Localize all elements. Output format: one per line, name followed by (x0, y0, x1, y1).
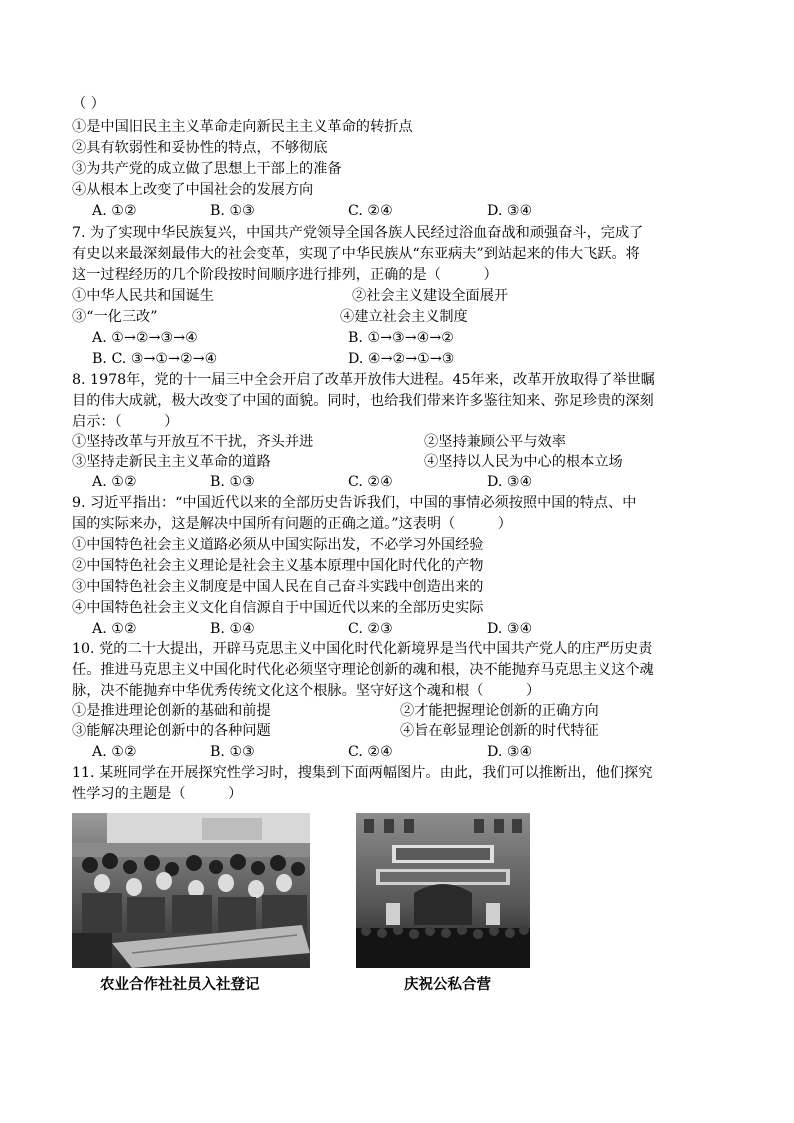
q9-stem-1: 9. 习近平指出：“中国近代以来的全部历史告诉我们，中国的事情必须按照中国的特点、中 (72, 495, 637, 511)
q6-item-1: ①是中国旧民主主义革命走向新民主主义革命的转折点 (72, 119, 413, 135)
q7-item-2: ②社会主义建设全面展开 (352, 288, 509, 304)
q9-option-b[interactable]: B. ①④ (210, 621, 255, 637)
joint-ownership-celebration-photo (356, 813, 530, 968)
q7-option-d[interactable]: D. ④→②→①→③ (348, 351, 455, 367)
photo-caption-joint-ownership: 庆祝公私合营 (404, 977, 491, 993)
q8-stem-2: 目的伟大成就，极大改变了中国的面貌。同时，也给我们带来许多鉴往知来、弥足珍贵的深刻 (72, 393, 654, 409)
q10-option-a[interactable]: A. ①② (92, 744, 137, 760)
q7-item-3: ③“一化三改” (72, 309, 158, 325)
q11-stem-2: 性学习的主题是（ ） (72, 786, 243, 802)
q6-item-4: ④从根本上改变了中国社会的发展方向 (72, 182, 314, 198)
q10-stem-3: 脉，决不能抛弃中华优秀传统文化这个根脉。坚守好这个魂和根（ ） (72, 683, 541, 699)
q11-stem-1: 11. 某班同学在开展探究性学习时，搜集到下面两幅图片。由此，我们可以推断出，他们探究 (72, 765, 653, 781)
q8-item-1: ①坚持改革与开放互不干扰，齐头并进 (72, 434, 314, 450)
q10-option-c[interactable]: C. ②④ (348, 744, 393, 760)
q10-item-2: ②才能把握理论创新的正确方向 (400, 703, 599, 719)
q8-item-4: ④坚持以人民为中心的根本立场 (424, 454, 623, 470)
q9-option-d[interactable]: D. ③④ (487, 621, 533, 637)
q9-item-3: ③中国特色社会主义制度是中国人民在自己奋斗实践中创造出来的 (72, 579, 484, 595)
photo-caption-cooperative: 农业合作社社员入社登记 (100, 977, 260, 993)
q9-option-a[interactable]: A. ①② (92, 621, 137, 637)
q9-option-c[interactable]: C. ②③ (348, 621, 393, 637)
q10-option-b[interactable]: B. ①③ (210, 744, 255, 760)
q7-item-4: ④建立社会主义制度 (340, 309, 468, 325)
q6-bracket: （ ） (72, 96, 105, 112)
q9-item-4: ④中国特色社会主义文化自信源自于中国近代以来的全部历史实际 (72, 600, 484, 616)
q10-stem-2: 任。推进马克思主义中国化时代化必须坚守理论创新的魂和根，决不能抛弃马克思主义这个魂 (72, 662, 654, 678)
q8-option-d[interactable]: D. ③④ (487, 474, 533, 490)
q10-option-d[interactable]: D. ③④ (487, 744, 533, 760)
q7-stem-2: 有史以来最深刻最伟大的社会变革，实现了中华民族从“东亚病夫”到站起来的伟大飞跃。将 (72, 246, 640, 262)
q6-option-c[interactable]: C. ②④ (348, 203, 393, 219)
q10-item-3: ③能解决理论创新中的各种问题 (72, 723, 271, 739)
q7-option-a[interactable]: A. ①→②→③→④ (92, 330, 198, 346)
q8-option-a[interactable]: A. ①② (92, 474, 137, 490)
q6-option-a[interactable]: A. ①② (92, 203, 137, 219)
q9-item-1: ①中国特色社会主义道路必须从中国实际出发，不必学习外国经验 (72, 537, 484, 553)
q10-item-4: ④旨在彰显理论创新的时代特征 (400, 723, 599, 739)
q9-stem-2: 国的实际来办，这是解决中国所有问题的正确之道。”这表明（ ） (72, 516, 512, 532)
q8-stem-3: 启示：（ ） (72, 414, 179, 430)
q6-item-3: ③为共产党的成立做了思想上干部上的准备 (72, 161, 342, 177)
q7-option-b[interactable]: B. ①→③→④→② (348, 330, 454, 346)
q9-item-2: ②中国特色社会主义理论是社会主义基本原理中国化时代化的产物 (72, 558, 484, 574)
q8-option-b[interactable]: B. ①③ (210, 474, 255, 490)
cooperative-registration-photo (72, 813, 310, 968)
q8-item-3: ③坚持走新民主主义革命的道路 (72, 454, 271, 470)
q7-option-c[interactable]: B. C. ③→①→②→④ (92, 351, 218, 367)
q8-stem-1: 8. 1978年，党的十一届三中全会开启了改革开放伟大进程。45年来，改革开放取得了举世瞩 (72, 372, 655, 388)
q7-stem-1: 7. 为了实现中华民族复兴，中国共产党领导全国各族人民经过浴血奋战和顽强奋斗，完成了 (72, 225, 644, 241)
q6-option-b[interactable]: B. ①③ (210, 203, 255, 219)
q7-stem-3: 这一过程经历的几个阶段按时间顺序进行排列，正确的是（ ） (72, 267, 498, 283)
q6-option-d[interactable]: D. ③④ (487, 203, 533, 219)
q6-item-2: ②具有软弱性和妥协性的特点，不够彻底 (72, 140, 328, 156)
q10-item-1: ①是推进理论创新的基础和前提 (72, 703, 271, 719)
q8-item-2: ②坚持兼顾公平与效率 (424, 434, 566, 450)
q7-item-1: ①中华人民共和国诞生 (72, 288, 214, 304)
q8-option-c[interactable]: C. ②④ (348, 474, 393, 490)
q10-stem-1: 10. 党的二十大提出，开辟马克思主义中国化时代化新境界是当代中国共产党人的庄严历史责 (72, 641, 653, 657)
